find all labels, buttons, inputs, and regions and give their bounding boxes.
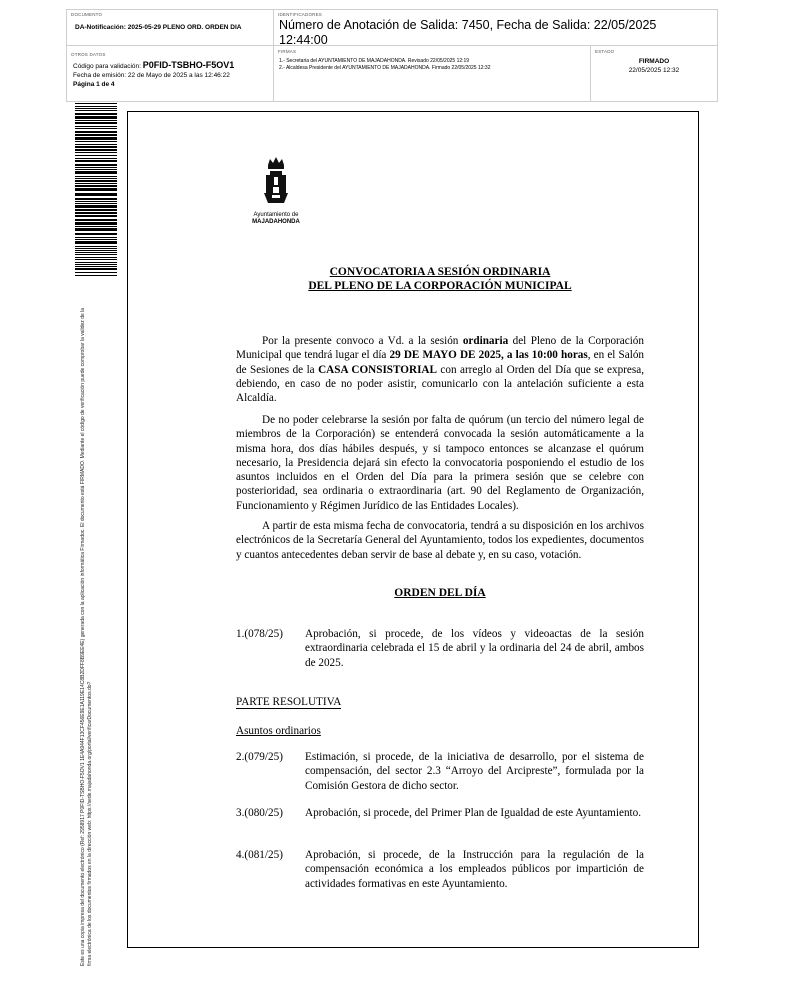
firma-2: 2.- Alcaldesa Presidente del AYUNTAMIENTO DE MAJADAHONDA. Firmado 22/05/2025 12:32 xyxy=(279,65,491,71)
barcode-bar xyxy=(75,237,117,238)
barcode-bar xyxy=(75,215,117,217)
estado-label: ESTADO xyxy=(595,49,615,54)
paragraph-quorum xyxy=(236,413,644,513)
barcode-bar xyxy=(75,205,117,208)
barcode-bar xyxy=(75,262,117,263)
barcode-bar xyxy=(75,248,117,249)
barcode-bar xyxy=(75,164,117,166)
paragraph-convocatoria xyxy=(236,334,644,405)
barcode-bar xyxy=(75,212,117,214)
barcode-bar xyxy=(75,226,117,227)
barcode-bar xyxy=(75,239,117,240)
barcode-bar xyxy=(75,264,117,265)
barcode-bar xyxy=(75,203,117,204)
p1-sesion-tipo: ordinaria xyxy=(462,335,509,347)
p2-text: De no poder celebrarse la sesión por falta de quórum (un tercio del número legal de miembros de la Corporación) se entenderá convocada la sesión automáticamente a la misma hora, dos días hábiles después, y si tampoco entonces se alcanzase el quórum necesario, la Presidencia dejará sin efecto la convocatoria posponiendo el estudio de los asuntos incluidos en el Orden del Día para la primera sesión que se celebre con posterioridad, sea ordinaria o extraordinaria (art. 90 del Reglamento de Organización, Funcionamiento y Régimen Jurídico de las Entidades Locales). xyxy=(236,414,644,512)
logo-line-1: Ayuntamiento de xyxy=(253,212,299,218)
barcode-bar xyxy=(75,246,117,247)
otros-datos-label: OTROS DATOS xyxy=(71,52,106,57)
item-number: 2.(079/25) xyxy=(236,751,283,763)
barcode-bar xyxy=(75,183,117,184)
barcode-bar xyxy=(75,176,117,177)
estado-date: 22/05/2025 12:32 xyxy=(628,67,680,74)
p1-fecha-hora: 29 DE MAYO DE 2025, a las 10:00 horas xyxy=(389,349,588,362)
barcode-bar xyxy=(75,152,117,153)
barcode-bar xyxy=(75,268,117,270)
documento-value: DA-Notificación: 2025-05-29 PLENO ORD. ORDEN DIA xyxy=(75,24,242,31)
barcode-bar xyxy=(75,266,117,267)
header-documento xyxy=(66,9,274,46)
codigo-label: Código para validación: xyxy=(73,63,141,70)
p1-lugar: CASA CONSISTORIAL xyxy=(318,363,437,376)
barcode-bar xyxy=(75,128,117,129)
barcode-bar xyxy=(75,155,117,156)
item-text: Aprobación, si procede, de los vídeos y videoactas de la sesión extraordinaria celebrada el 15 de abril y la ordinaria del 24 de abril, ambos de 2025. xyxy=(305,628,644,669)
item-text: Estimación, si procede, de la iniciativa de desarrollo, por el sistema de compensación, del sector 2.3 “Arroyo del Arcipreste”, formulada por la Comisión Gestora de dicho sector. xyxy=(305,751,644,792)
barcode-bar xyxy=(75,188,117,191)
logo-text xyxy=(244,212,308,226)
barcode-bar xyxy=(75,110,117,111)
header-otros-datos xyxy=(66,45,274,102)
asuntos-ordinarios-heading: Asuntos ordinarios xyxy=(236,725,321,737)
barcode-bar xyxy=(75,126,117,127)
barcode-bar xyxy=(75,103,117,104)
barcode-bar xyxy=(75,193,117,196)
coat-of-arms-icon xyxy=(244,155,308,207)
header-estado xyxy=(590,45,718,102)
identificadores-label: IDENTIFICADORES xyxy=(278,12,323,17)
barcode-bar xyxy=(75,144,117,145)
pagina-info: Página 1 de 4 xyxy=(73,81,115,88)
barcode-bar xyxy=(75,160,117,162)
barcode-bar xyxy=(75,167,117,168)
barcode-bar xyxy=(75,250,117,251)
barcode-bar xyxy=(75,108,117,109)
p1-text-e: , en el Salón de Sesiones de la xyxy=(236,349,645,376)
barcode-bar xyxy=(75,180,117,182)
otros-datos-body xyxy=(73,61,273,89)
barcode-bar xyxy=(75,252,117,253)
barcode-bar xyxy=(75,209,117,211)
logo-line-2: MAJADAHONDA xyxy=(252,219,300,225)
barcode-bar xyxy=(75,219,117,221)
barcode-bar xyxy=(75,275,117,276)
barcode-bar xyxy=(75,171,117,174)
barcode-bar xyxy=(75,254,117,255)
codigo-row xyxy=(73,61,273,71)
barcode-bar xyxy=(75,272,117,273)
barcode-bar xyxy=(75,233,117,235)
barcode-bar xyxy=(75,178,117,179)
parte-resolutiva-heading: PARTE RESOLUTIVA xyxy=(236,696,342,708)
orden-del-dia-title: ORDEN DEL DÍA xyxy=(394,587,486,599)
barcode-bar xyxy=(75,228,117,231)
municipal-logo xyxy=(244,155,308,226)
fecha-emision: Fecha de emisión: 22 de Mayo de 2025 a las 12:46:22 xyxy=(73,72,230,79)
barcode-bar xyxy=(75,158,117,159)
barcode-bar xyxy=(75,146,117,148)
side-verification-text: Este es una copia impresa del documento electrónico (Ref: 2958917 P0FID-TSBHO-F5OV1 1E4A944F13CF456E9E1A119E14C8B2DFF8B9EE4E) generada con la aplicación informática Firmadoc. El documento está FIRMADO. Mediante el código de verificación puede comprobar la validez de la firma electrónica de los documentos firmados en la dirección web: https://sede.majadahonda.org/portal/verificarDocumentos.do? xyxy=(80,307,93,966)
item-text: Aprobación, si procede, de la Instrucción para la regulación de la compensación económica a los empleados públicos por impartición de actividades formativas en este Ayuntamiento. xyxy=(305,849,644,890)
barcode-bar xyxy=(75,259,117,260)
item-number: 1.(078/25) xyxy=(236,628,283,640)
barcode-bar xyxy=(75,222,117,225)
documento-label: DOCUMENTO xyxy=(71,12,103,17)
barcode-bar xyxy=(75,116,117,119)
barcode-bar xyxy=(75,122,117,124)
firmas-label: FIRMAS xyxy=(278,49,297,54)
p3-text: A partir de esta misma fecha de convocatoria, tendrá a su disposición en los archivos electrónicos de la Secretaría General del Ayuntamiento, todos los expedientes, documentos y cuantos antecedentes deban servir de base al debate y, en su caso, votación. xyxy=(236,520,644,561)
barcode-bar xyxy=(75,106,117,107)
p1-text-c: del Pleno de la Corporación Municipal que tendrá lugar el día xyxy=(236,335,644,362)
barcode-bar xyxy=(75,185,117,187)
barcode-bar xyxy=(75,149,117,151)
barcode-bar xyxy=(75,141,117,142)
p1-text-g: con arreglo al Orden del Día que se expresa, debiendo, en caso de no poder asistir, comunicarlo con la antelación suficiente a esta Alcaldía. xyxy=(236,363,644,405)
barcode-bar xyxy=(75,113,117,115)
codigo-validacion[interactable]: P0FID-TSBHO-F5OV1 xyxy=(142,60,235,70)
barcode-bar xyxy=(75,241,117,244)
p1-text-a: Por la presente convoco a Vd. a la sesión xyxy=(262,335,463,347)
estado-value: FIRMADO xyxy=(638,58,670,65)
document-title-line-2: DEL PLENO DE LA CORPORACIÓN MUNICIPAL xyxy=(308,280,572,292)
barcode-bar xyxy=(75,134,117,136)
identificadores-value: Número de Anotación de Salida: 7450, Fecha de Salida: 22/05/2025 12:44:00 xyxy=(279,18,657,47)
barcode xyxy=(75,103,117,276)
barcode-bar xyxy=(75,198,117,200)
document-title-line-1: CONVOCATORIA A SESIÓN ORDINARIA xyxy=(329,266,551,278)
item-number: 3.(080/25) xyxy=(236,807,283,819)
barcode-bar xyxy=(75,137,117,140)
barcode-bar xyxy=(75,257,117,258)
barcode-bar xyxy=(75,169,117,170)
barcode-bar xyxy=(75,120,117,121)
paragraph-disposicion xyxy=(236,519,644,562)
item-text: Aprobación, si procede, del Primer Plan de Igualdad de este Ayuntamiento. xyxy=(305,807,642,819)
firma-1: 1.- Secretaria del AYUNTAMIENTO DE MAJADAHONDA. Revisado 22/05/2025 12:19 xyxy=(279,58,470,64)
item-number: 4.(081/25) xyxy=(236,849,283,861)
header-identificadores xyxy=(273,9,718,46)
header-firmas xyxy=(273,45,591,102)
barcode-bar xyxy=(75,131,117,133)
firmas-list xyxy=(279,58,589,72)
barcode-bar xyxy=(75,201,117,202)
